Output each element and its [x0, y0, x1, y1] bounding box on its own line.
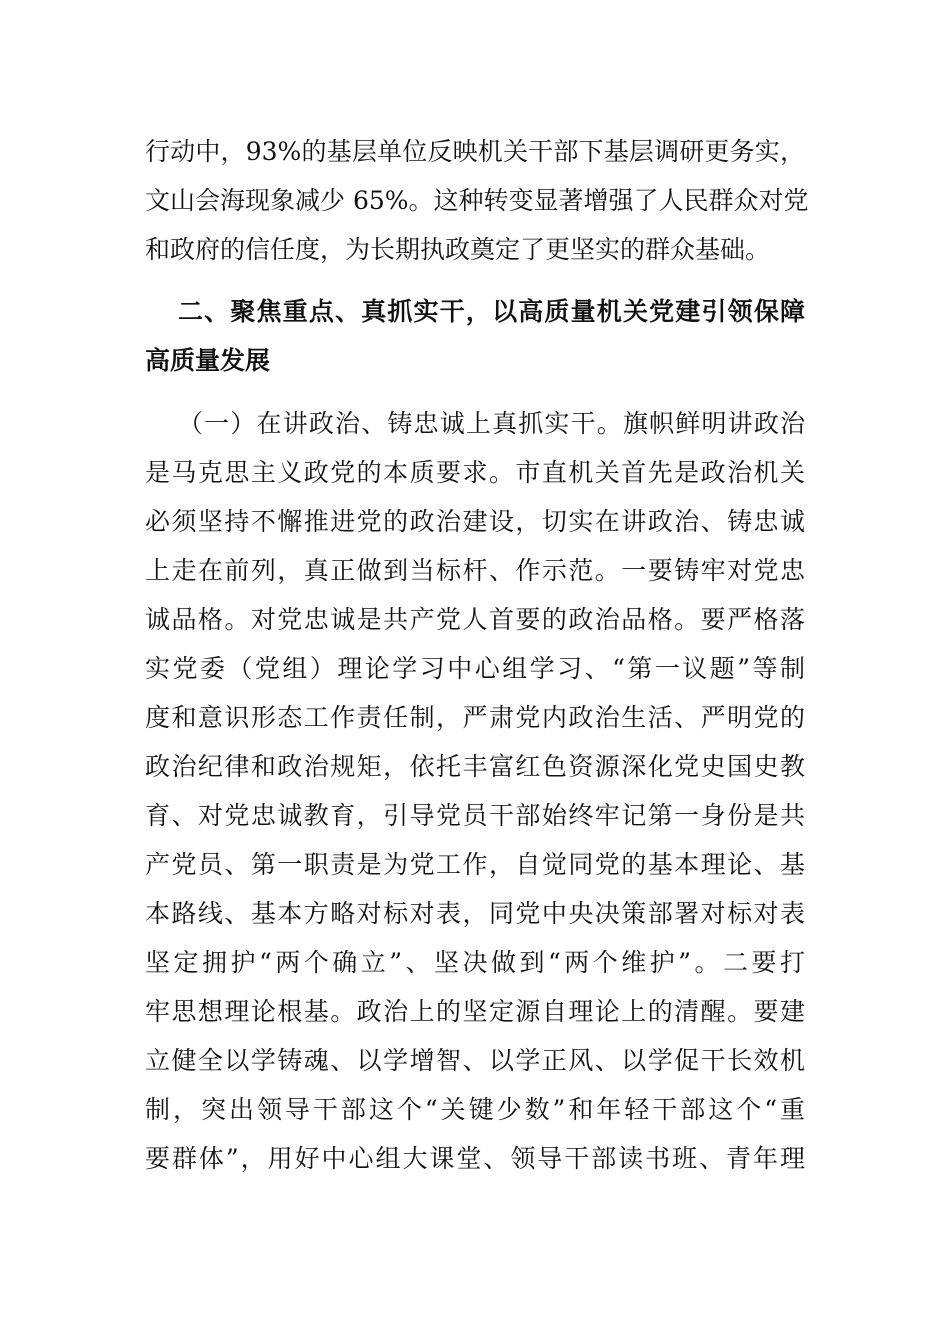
paragraph-line: 上走在前列，真正做到当标杆、作示范。一要铸牢对党忠 — [145, 556, 805, 585]
paragraph-line: 行动中，93%的基层单位反映机关干部下基层调研更务实， — [145, 137, 805, 166]
paragraph-line: 必须坚持不懈推进党的政治建设，切实在讲政治、铸忠诚 — [145, 507, 805, 536]
paragraph-line: 牢思想理论根基。政治上的坚定源自理论上的清醒。要建 — [145, 997, 805, 1026]
paragraph-line: 政治纪律和政治规矩，依托丰富红色资源深化党史国史教 — [145, 752, 805, 781]
paragraph-line: 要群体”，用好中心组大课堂、领导干部读书班、青年理 — [145, 1144, 805, 1173]
paragraph-line: 育、对党忠诚教育，引导党员干部始终牢记第一身份是共 — [145, 801, 805, 830]
paragraph-line: 本路线、基本方略对标对表，同党中央决策部署对标对表 — [145, 899, 805, 928]
paragraph-line: 产党员、第一职责是为党工作，自觉同党的基本理论、基 — [145, 850, 805, 879]
paragraph-line: 制，突出领导干部这个“关键少数”和年轻干部这个“重 — [145, 1095, 805, 1124]
paragraph-line: （一）在讲政治、铸忠诚上真抓实干。旗帜鲜明讲政治 — [178, 409, 805, 438]
paragraph-line: 和政府的信任度，为长期执政奠定了更坚实的群众基础。 — [145, 235, 771, 264]
paragraph-line: 文山会海现象减少 65%。这种转变显著增强了人民群众对党 — [145, 186, 809, 215]
section-heading-continued: 高质量发展 — [145, 346, 271, 375]
paragraph-line: 诚品格。对党忠诚是共产党人首要的政治品格。要严格落 — [145, 605, 805, 634]
paragraph-line: 是马克思主义政党的本质要求。市直机关首先是政治机关 — [145, 458, 805, 487]
paragraph-line: 坚定拥护“两个确立”、坚决做到“两个维护”。二要打 — [145, 948, 805, 977]
paragraph-line: 实党委（党组）理论学习中心组学习、“第一议题”等制 — [145, 654, 805, 683]
paragraph-line: 度和意识形态工作责任制，严肃党内政治生活、严明党的 — [145, 703, 805, 732]
paragraph-line: 立健全以学铸魂、以学增智、以学正风、以学促干长效机 — [145, 1046, 805, 1075]
section-heading: 二、聚焦重点、真抓实干，以高质量机关党建引领保障 — [178, 297, 805, 326]
